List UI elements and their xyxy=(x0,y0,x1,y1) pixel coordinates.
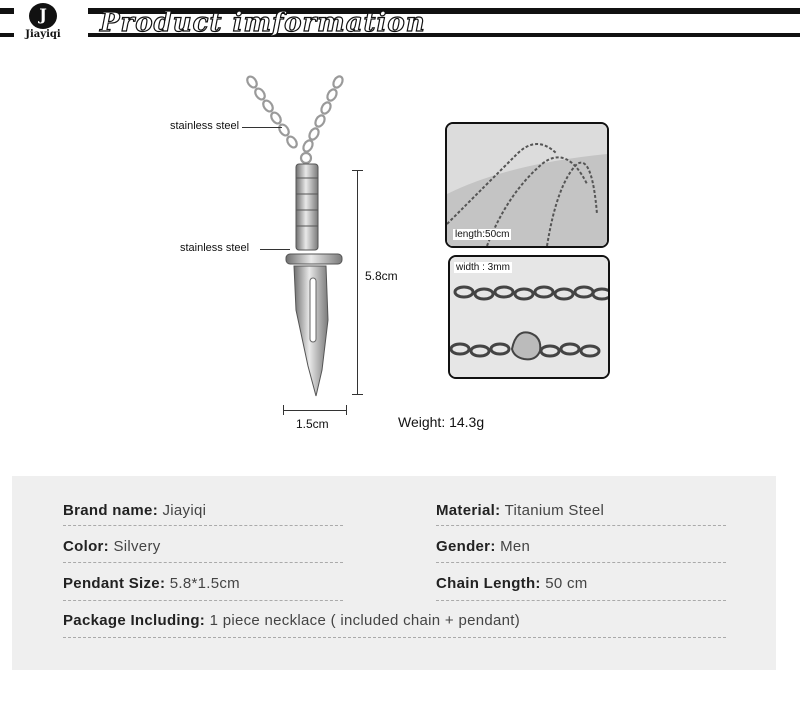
spec-chain-length-value: 50 cm xyxy=(545,575,588,592)
spec-gender-key: Gender: xyxy=(436,538,496,555)
divider xyxy=(63,637,726,638)
divider xyxy=(436,600,726,601)
chain-width-photo xyxy=(448,255,610,379)
spec-gender xyxy=(436,538,530,555)
weight-label: Weight: 14.3g xyxy=(398,414,485,430)
spec-material xyxy=(436,502,604,519)
width-tick-right xyxy=(346,405,347,415)
height-tick-top xyxy=(352,170,363,171)
page-title: Product imformation xyxy=(100,8,426,38)
width-tick-left xyxy=(283,405,284,415)
spec-brand-value: Jiayiqi xyxy=(162,502,207,519)
divider xyxy=(63,600,343,601)
spec-brand-key: Brand name: xyxy=(63,502,158,519)
guard-leader-line xyxy=(260,249,290,250)
spec-brand xyxy=(63,502,206,519)
spec-package-value: 1 piece necklace ( included chain + pendant) xyxy=(209,612,521,629)
divider xyxy=(63,525,343,526)
height-dimension-line xyxy=(357,170,358,395)
spec-chain-length xyxy=(436,575,588,592)
chain-curve-image xyxy=(447,124,607,246)
divider xyxy=(436,562,726,563)
spec-package xyxy=(63,612,520,629)
length-caption: length:50cm xyxy=(455,229,510,240)
guard-material-label: stainless steel xyxy=(180,242,250,254)
spec-pendant-size xyxy=(63,575,240,592)
width-caption: width : 3mm xyxy=(456,262,510,273)
chain-links-image xyxy=(450,257,608,377)
spec-chain-length-key: Chain Length: xyxy=(436,575,541,592)
height-label: 5.8cm xyxy=(365,269,398,283)
spec-pendant-size-value: 5.8*1.5cm xyxy=(169,575,240,592)
divider xyxy=(63,562,343,563)
spec-color-key: Color: xyxy=(63,538,109,555)
divider xyxy=(436,525,726,526)
width-label: 1.5cm xyxy=(296,417,329,431)
logo-mark: J xyxy=(39,5,47,24)
spec-gender-value: Men xyxy=(500,538,531,555)
spec-color xyxy=(63,538,161,555)
height-tick-bottom xyxy=(352,394,363,395)
spec-color-value: Silvery xyxy=(113,538,161,555)
logo-text: Jiayiqi xyxy=(25,29,61,40)
pendant-image xyxy=(230,70,370,420)
spec-material-value: Titanium Steel xyxy=(504,502,605,519)
spec-material-key: Material: xyxy=(436,502,501,519)
width-dimension-line xyxy=(283,410,347,411)
chain-leader-line xyxy=(242,127,282,128)
chain-material-label: stainless steel xyxy=(170,120,240,132)
spec-package-key: Package Including: xyxy=(63,612,206,629)
spec-pendant-size-key: Pendant Size: xyxy=(63,575,166,592)
